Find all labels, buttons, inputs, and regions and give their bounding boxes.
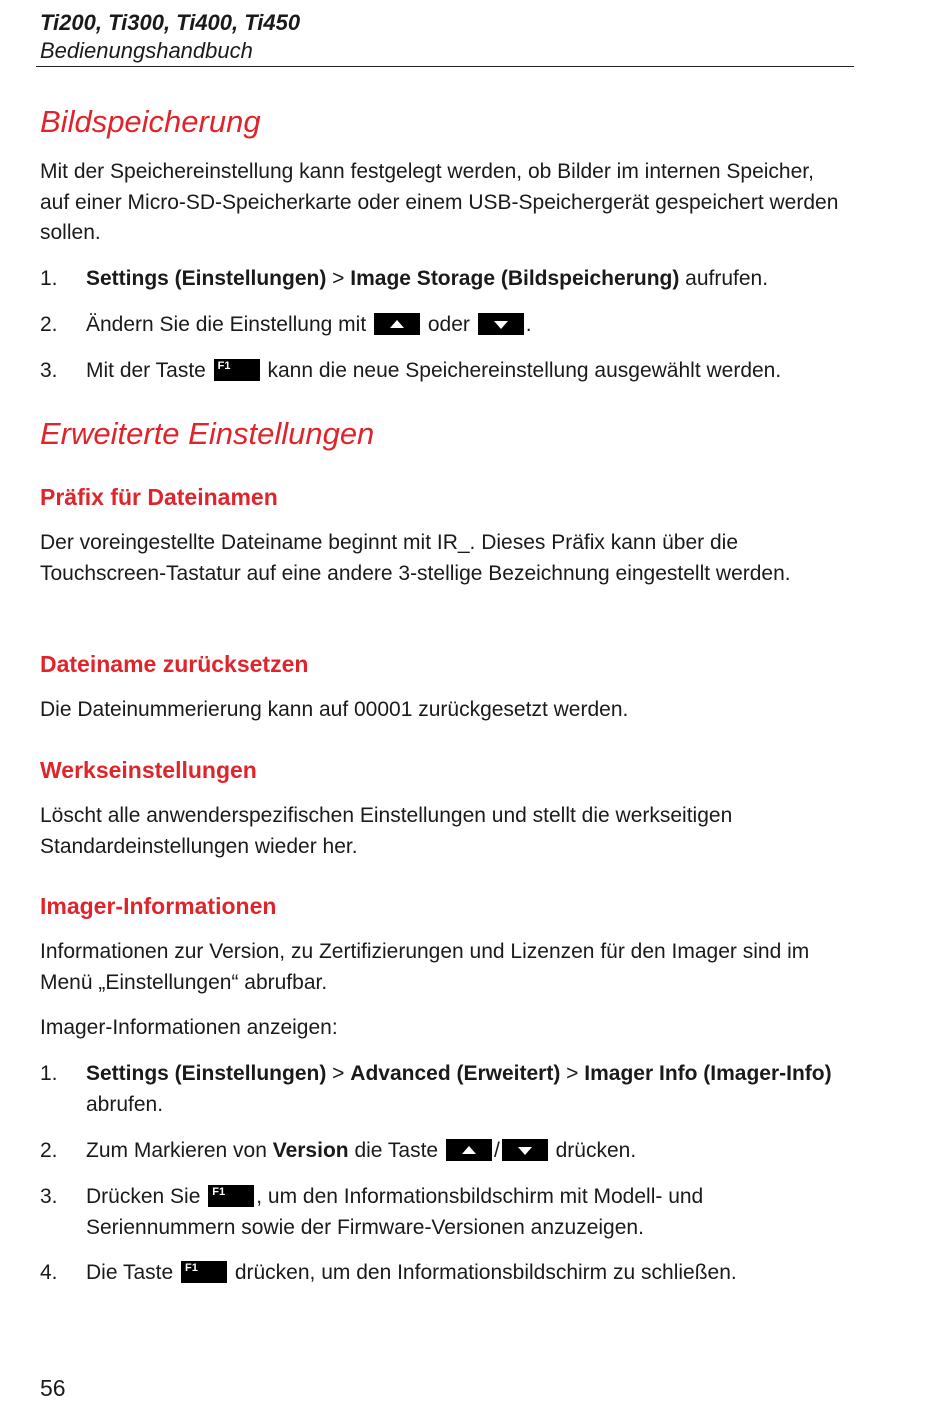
menu-path-image-storage: Image Storage (Bildspeicherung) bbox=[350, 267, 680, 290]
storage-step-2 bbox=[40, 310, 850, 341]
step-text: drücken, um den Informationsbildschirm zu schließen. bbox=[229, 1261, 737, 1284]
up-arrow-key-icon bbox=[374, 313, 420, 335]
step-tail: abrufen. bbox=[86, 1092, 164, 1116]
imager-step-3 bbox=[40, 1182, 850, 1243]
up-arrow-key-icon bbox=[446, 1139, 492, 1161]
imager-lead: Imager-Informationen anzeigen: bbox=[40, 1016, 338, 1039]
imager-step-4 bbox=[40, 1258, 850, 1289]
path-separator: > bbox=[326, 1062, 351, 1085]
step-number: 2. bbox=[40, 1139, 58, 1162]
reset-text: Die Dateinummerierung kann auf 00001 zurückgesetzt werden. bbox=[40, 698, 629, 721]
manual-model-title: Ti200, Ti300, Ti400, Ti450 bbox=[40, 10, 301, 35]
heading-bildspeicherung: Bildspeicherung bbox=[40, 104, 261, 139]
step-text: drücken. bbox=[549, 1139, 637, 1162]
storage-step-3 bbox=[40, 356, 850, 387]
f1-key-icon bbox=[208, 1185, 254, 1207]
heading-imager-informationen: Imager-Informationen bbox=[40, 893, 277, 919]
step-text: , um den Informationsbildschirm mit Modell- und Seriennummern sowie der Firmware-Versionen anzuzeigen. bbox=[86, 1185, 704, 1239]
step-text: kann die neue Speichereinstellung ausgewählt werden. bbox=[261, 359, 782, 382]
f1-key-label: F1 bbox=[217, 360, 231, 372]
step-number: 2. bbox=[40, 313, 58, 336]
menu-path-settings: Settings (Einstellungen) bbox=[86, 267, 327, 290]
factory-text: Löscht alle anwenderspezifischen Einstellungen und stellt die werkseitigen Standardeinstellungen wieder her. bbox=[40, 804, 733, 858]
imager-step-2 bbox=[40, 1136, 850, 1167]
step-number: 1. bbox=[40, 1062, 58, 1085]
f1-key-icon bbox=[181, 1261, 227, 1283]
f1-key-label: F1 bbox=[185, 1262, 198, 1274]
manual-subtitle: Bedienungshandbuch bbox=[40, 38, 253, 63]
step-number: 3. bbox=[40, 359, 58, 382]
key-slash: / bbox=[493, 1139, 500, 1162]
menu-path-advanced: Advanced (Erweitert) bbox=[350, 1062, 561, 1085]
bildspeicherung-intro: Mit der Speichereinstellung kann festgelegt werden, ob Bilder im internen Speicher, auf einer Micro-SD-Speicherkarte oder einem USB-Speichergerät gespeichert werden sollen. bbox=[40, 160, 839, 244]
down-arrow-key-icon bbox=[478, 313, 524, 335]
heading-erweiterte-einstellungen: Erweiterte Einstellungen bbox=[40, 416, 375, 451]
heading-werkseinstellungen: Werkseinstellungen bbox=[40, 757, 257, 783]
storage-step-1 bbox=[40, 264, 850, 295]
version-label: Version bbox=[272, 1139, 349, 1162]
step-text: Drücken Sie bbox=[86, 1185, 207, 1208]
page-number: 56 bbox=[40, 1375, 66, 1401]
f1-key-label: F1 bbox=[212, 1186, 226, 1198]
step-text: Zum Markieren von bbox=[86, 1139, 273, 1162]
praefix-text: Der voreingestellte Dateiname beginnt mit IR_. Dieses Präfix kann über die Touchscreen-Tastatur auf eine andere 3-stellige Bezeichnung eingestellt werden. bbox=[40, 531, 791, 585]
step-tail: aufrufen. bbox=[679, 267, 769, 290]
step-text: oder bbox=[422, 313, 476, 336]
step-text: . bbox=[525, 313, 532, 336]
menu-path-imager-info: Imager Info (Imager-Info) bbox=[584, 1062, 832, 1085]
step-number: 1. bbox=[40, 267, 58, 290]
step-text: Mit der Taste bbox=[86, 359, 212, 382]
imager-step-1 bbox=[40, 1059, 850, 1120]
step-text: Die Taste bbox=[86, 1261, 179, 1284]
step-text: die Taste bbox=[348, 1139, 444, 1162]
down-arrow-key-icon bbox=[502, 1139, 548, 1161]
f1-key-icon bbox=[214, 359, 260, 381]
header-divider bbox=[36, 66, 854, 67]
imager-text: Informationen zur Version, zu Zertifizierungen und Lizenzen für den Imager sind im Menü „Einstellungen“ abrufbar. bbox=[40, 940, 810, 994]
path-separator: > bbox=[326, 267, 351, 290]
menu-path-settings: Settings (Einstellungen) bbox=[86, 1062, 327, 1085]
path-separator: > bbox=[560, 1062, 585, 1085]
heading-dateiname-zuruecksetzen: Dateiname zurücksetzen bbox=[40, 651, 309, 677]
step-number: 4. bbox=[40, 1261, 58, 1284]
heading-praefix: Präfix für Dateinamen bbox=[40, 484, 278, 510]
step-text: Ändern Sie die Einstellung mit bbox=[86, 313, 372, 336]
step-number: 3. bbox=[40, 1185, 58, 1208]
